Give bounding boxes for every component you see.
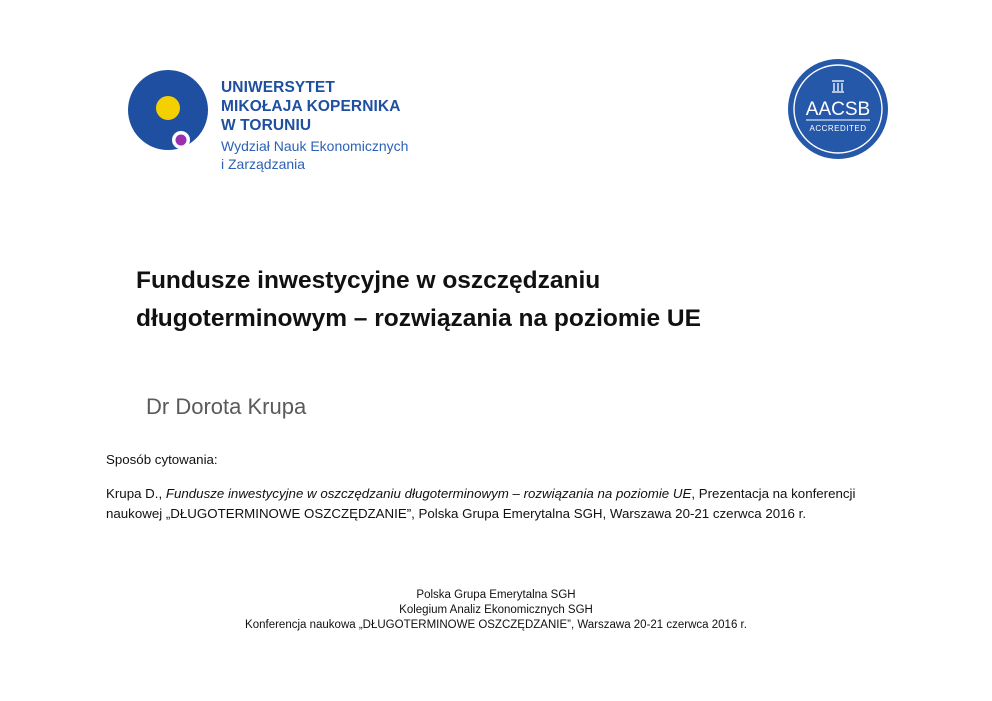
author-name: Dr Dorota Krupa — [146, 394, 307, 419]
faculty-name-line-1: Wydział Nauk Ekonomicznych — [221, 138, 409, 154]
presentation-title — [136, 262, 856, 338]
faculty-name — [221, 137, 408, 173]
umk-wordmark — [221, 78, 408, 173]
footer-line-3: Konferencja naukowa „DŁUGOTERMINOWE OSZCZĘDZANIE”, Warszawa 20-21 czerwca 2016 r. — [245, 619, 747, 631]
accredited-label: ACCREDITED — [809, 124, 867, 133]
aacsb-accredited-badge — [786, 57, 890, 161]
footer-line-2: Kolegium Analiz Ekonomicznych SGH — [399, 604, 593, 616]
university-name-line-3: W TORUNIU — [221, 117, 312, 134]
aacsb-wordmark: AACSB — [805, 99, 871, 120]
university-name-line-2: MIKOŁAJA KOPERNIKA — [221, 98, 401, 115]
title-line-1: Fundusze inwestycyjne w oszczędzaniu — [136, 267, 601, 294]
faculty-name-line-2: i Zarządzania — [221, 156, 306, 172]
university-name-line-1: UNIWERSYTET — [221, 79, 335, 96]
citation-prefix: Krupa D., — [106, 486, 166, 501]
umk-emblem-icon — [128, 70, 208, 150]
footer — [0, 588, 992, 633]
citation-text — [106, 484, 896, 524]
umk-logo — [128, 70, 438, 185]
footer-line-1: Polska Grupa Emerytalna SGH — [416, 589, 576, 601]
title-line-2: długoterminowym – rozwiązania na poziomie UE — [136, 305, 701, 332]
citation-suffix: , Prezentacja na konferencji naukowej „DŁUGOTERMINOWE OSZCZĘDZANIE”, Polska Grupa Emerytalna SGH, Warszawa 20-21 czerwca 2016 r. — [106, 486, 856, 521]
citation-title: Fundusze inwestycyjne w oszczędzaniu długoterminowym – rozwiązania na poziomie UE — [165, 486, 692, 501]
citation-label: Sposób cytowania: — [106, 452, 218, 467]
